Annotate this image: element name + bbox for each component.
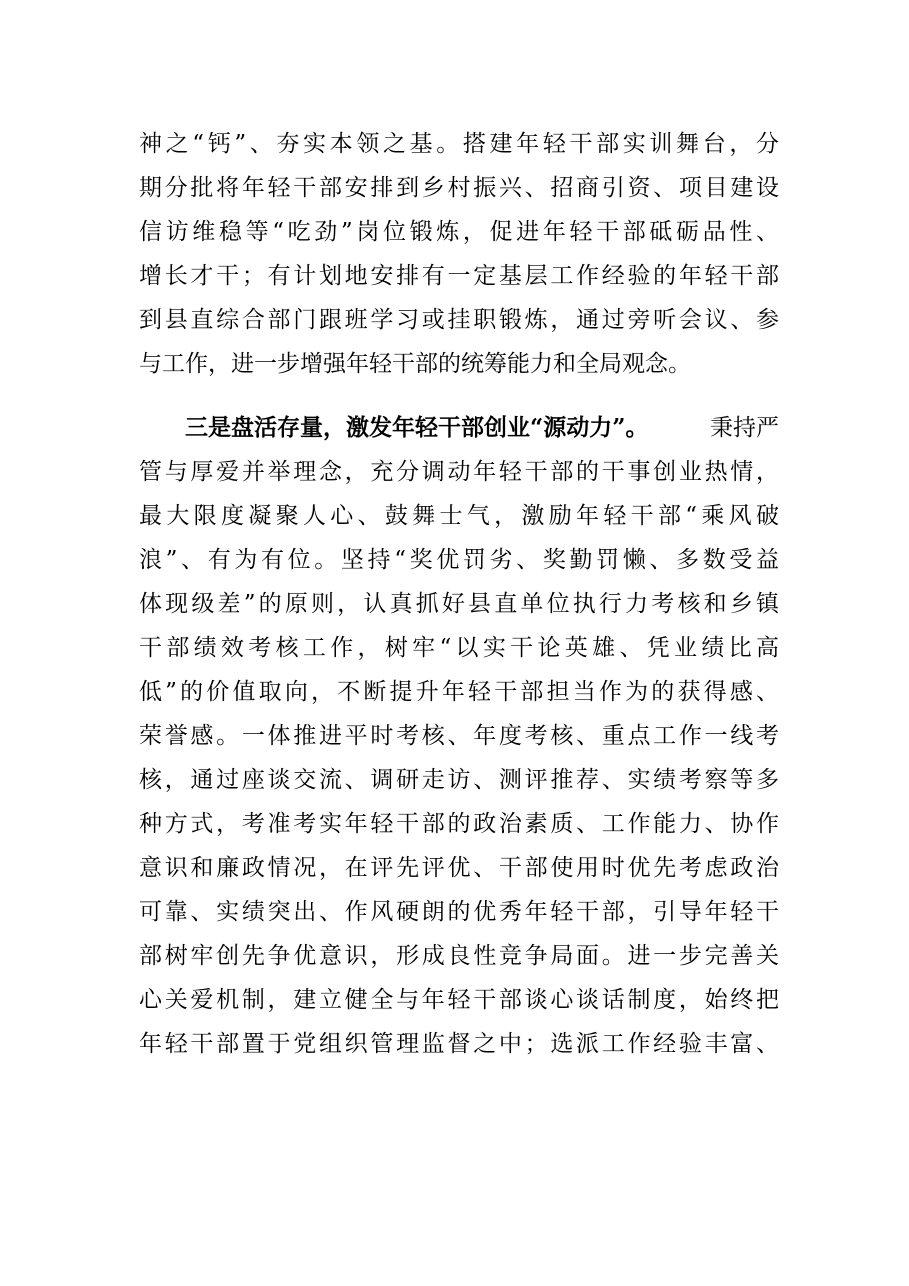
paragraph-line: 意识和廉政情况，在评先评优、干部使用时优先考虑政治 bbox=[139, 855, 779, 881]
section-heading: 三是盘活存量，激发年轻干部创业“源动力”。 bbox=[185, 414, 649, 441]
body-text bbox=[139, 122, 779, 1066]
paragraph-line: 信访维稳等“吃劲”岗位锻炼，促进年轻干部砥砺品性、 bbox=[139, 219, 779, 245]
heading-tail-text: 秉持严 bbox=[710, 415, 779, 441]
paragraph-line: 核，通过座谈交流、调研走访、测评推荐、实绩考察等多 bbox=[139, 767, 779, 793]
paragraph-line: 期分批将年轻干部安排到乡村振兴、招商引资、项目建设 bbox=[139, 175, 779, 201]
paragraph-line: 与工作，进一步增强年轻干部的统筹能力和全局观念。 bbox=[139, 351, 691, 377]
paragraph-line: 种方式，考准考实年轻干部的政治素质、工作能力、协作 bbox=[139, 811, 779, 837]
paragraph-line: 浪”、有为有位。坚持“奖优罚劣、奖勤罚懒、多数受益 bbox=[139, 547, 779, 573]
paragraph-line: 可靠、实绩突出、作风硬朗的优秀年轻干部，引导年轻干 bbox=[139, 899, 779, 925]
paragraph-line: 低”的价值取向，不断提升年轻干部担当作为的获得感、 bbox=[139, 679, 779, 705]
paragraph-line: 到县直综合部门跟班学习或挂职锻炼，通过旁听会议、参 bbox=[139, 307, 779, 333]
paragraph-line: 神之“钙”、夯实本领之基。搭建年轻干部实训舞台，分 bbox=[139, 131, 779, 157]
paragraph-line: 增长才干；有计划地安排有一定基层工作经验的年轻干部 bbox=[139, 263, 779, 289]
paragraph-line: 荣誉感。一体推进平时考核、年度考核、重点工作一线考 bbox=[139, 723, 779, 749]
paragraph-line: 管与厚爱并举理念，充分调动年轻干部的干事创业热情， bbox=[139, 459, 779, 485]
paragraph-line: 干部绩效考核工作，树牢“以实干论英雄、凭业绩比高 bbox=[139, 635, 779, 661]
paragraph-1 bbox=[139, 122, 779, 386]
paragraph-line: 部树牢创先争优意识，形成良性竞争局面。进一步完善关 bbox=[139, 943, 779, 969]
paragraph-line: 体现级差”的原则，认真抓好县直单位执行力考核和乡镇 bbox=[139, 591, 779, 617]
paragraph-line: 最大限度凝聚人心、鼓舞士气，激励年轻干部“乘风破 bbox=[139, 503, 779, 529]
paragraph-2 bbox=[139, 406, 779, 1066]
paragraph-first-line bbox=[139, 406, 779, 450]
paragraph-line: 年轻干部置于党组织管理监督之中；选派工作经验丰富、 bbox=[139, 1031, 779, 1057]
paragraph-line: 心关爱机制，建立健全与年轻干部谈心谈话制度，始终把 bbox=[139, 987, 779, 1013]
